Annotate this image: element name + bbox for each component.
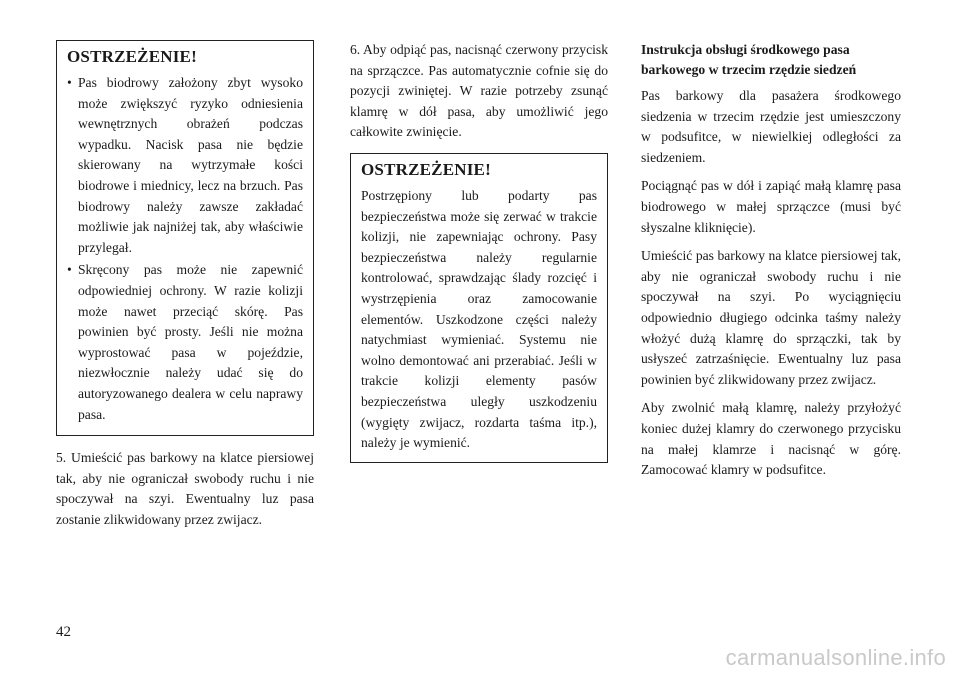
paragraph: Aby zwolnić małą klamrę, należy przyłożyć koniec dużej klamry do czerwonego przycisku na małej klamrze i nacisnąć w górę. Zamocować klamry w podsufitce. — [641, 400, 901, 478]
warning-bullet — [67, 260, 303, 425]
watermark-text: carmanualsonline.info — [725, 645, 946, 670]
paragraph: Umieścić pas barkowy na klatce piersiowej tak, aby nie ograniczał swobody ruchu i nie spoczywał na szyi. Po wyciągnięciu odpowiednio długiego odcinka taśmy należy włożyć dużą klamrę do sprzączki, tak by usłyszeć zatrzaśnięcie. Ewentualny luz pasa powinien być zlikwidowany przez zwijacz. — [641, 248, 901, 387]
left-column — [56, 40, 314, 538]
section-heading: Instrukcja obsługi środkowego pasa barkowego w trzecim rzędzie siedzeń — [641, 42, 857, 77]
warning-box-1 — [56, 40, 314, 436]
bullet-icon: • — [67, 75, 72, 90]
warning-bullet-text: Pas biodrowy założony zbyt wysoko może zwiększyć ryzyko odniesienia wewnętrznych obrażeń podczas wypadku. Nacisk pasa nie będzie skierowany na wytrzymałe kości biodrowe i miednicy, lecz na brzuch. Pas biodrowy należy zawsze zakładać możliwie jak najniżej tak, aby właściwie przylegał. — [78, 75, 303, 255]
step-5-text: 5. Umieścić pas barkowy na klatce piersiowej tak, aby nie ograniczał swobody ruchu i nie spoczywał na szyi. Ewentualny luz pasa zostanie zlikwidowany przez zwijacz. — [56, 450, 314, 527]
warning-box-2 — [350, 153, 608, 463]
step-6-text: 6. Aby odpiąć pas, nacisnąć czerwony przycisk na sprzączce. Pas automatycznie cofnie się do pozycji zwiniętej. W razie potrzeby zsunąć klamrę w dół pasa, aby umożliwić jego całkowite zwinięcie. — [350, 42, 608, 140]
right-column — [641, 40, 901, 489]
warning-title: OSTRZEŻENIE! — [67, 47, 197, 66]
warning-list — [67, 73, 303, 425]
warning-title: OSTRZEŻENIE! — [361, 159, 491, 179]
warning-bullet — [67, 73, 303, 258]
warning-text: Postrzępiony lub podarty pas bezpieczeństwa może się zerwać w trakcie kolizji, nie zapewniając ochrony. Pasy bezpieczeństwa należy regularnie kontrolować, sprawdzając ślady rozcięć i wystrzępienia oraz zamocowanie elementów. Uszkodzone części należy natychmiast wymieniać. Systemu nie wolno demontować ani przerabiać. Jeśli w trakcie kolizji elementy pasów bezpieczeństwa uległy uszkodzeniu (wygięty zwijacz, rozdarta taśma itp.), należy je wymienić. — [361, 187, 597, 451]
warning-bullet-text: Skręcony pas może nie zapewnić odpowiedniej ochrony. W razie kolizji może nawet przeciąć skórę. Pas powinien być prosty. Jeśli nie można wyprostować pasa w pojeździe, niezwłocznie należy udać się do autoryzowanego dealera w celu naprawy pasa. — [78, 262, 303, 422]
paragraph: Pociągnąć pas w dół i zapiąć małą klamrę pasa biodrowego w małej sprzączce (musi być słyszalne kliknięcie). — [641, 178, 901, 235]
paragraph: Pas barkowy dla pasażera środkowego siedzenia w trzecim rzędzie jest umieszczony w podsufitce, w niewielkiej odległości za siedzeniem. — [641, 88, 901, 165]
bullet-icon: • — [67, 262, 72, 278]
page-number: 42 — [56, 624, 71, 640]
middle-column — [350, 40, 608, 463]
